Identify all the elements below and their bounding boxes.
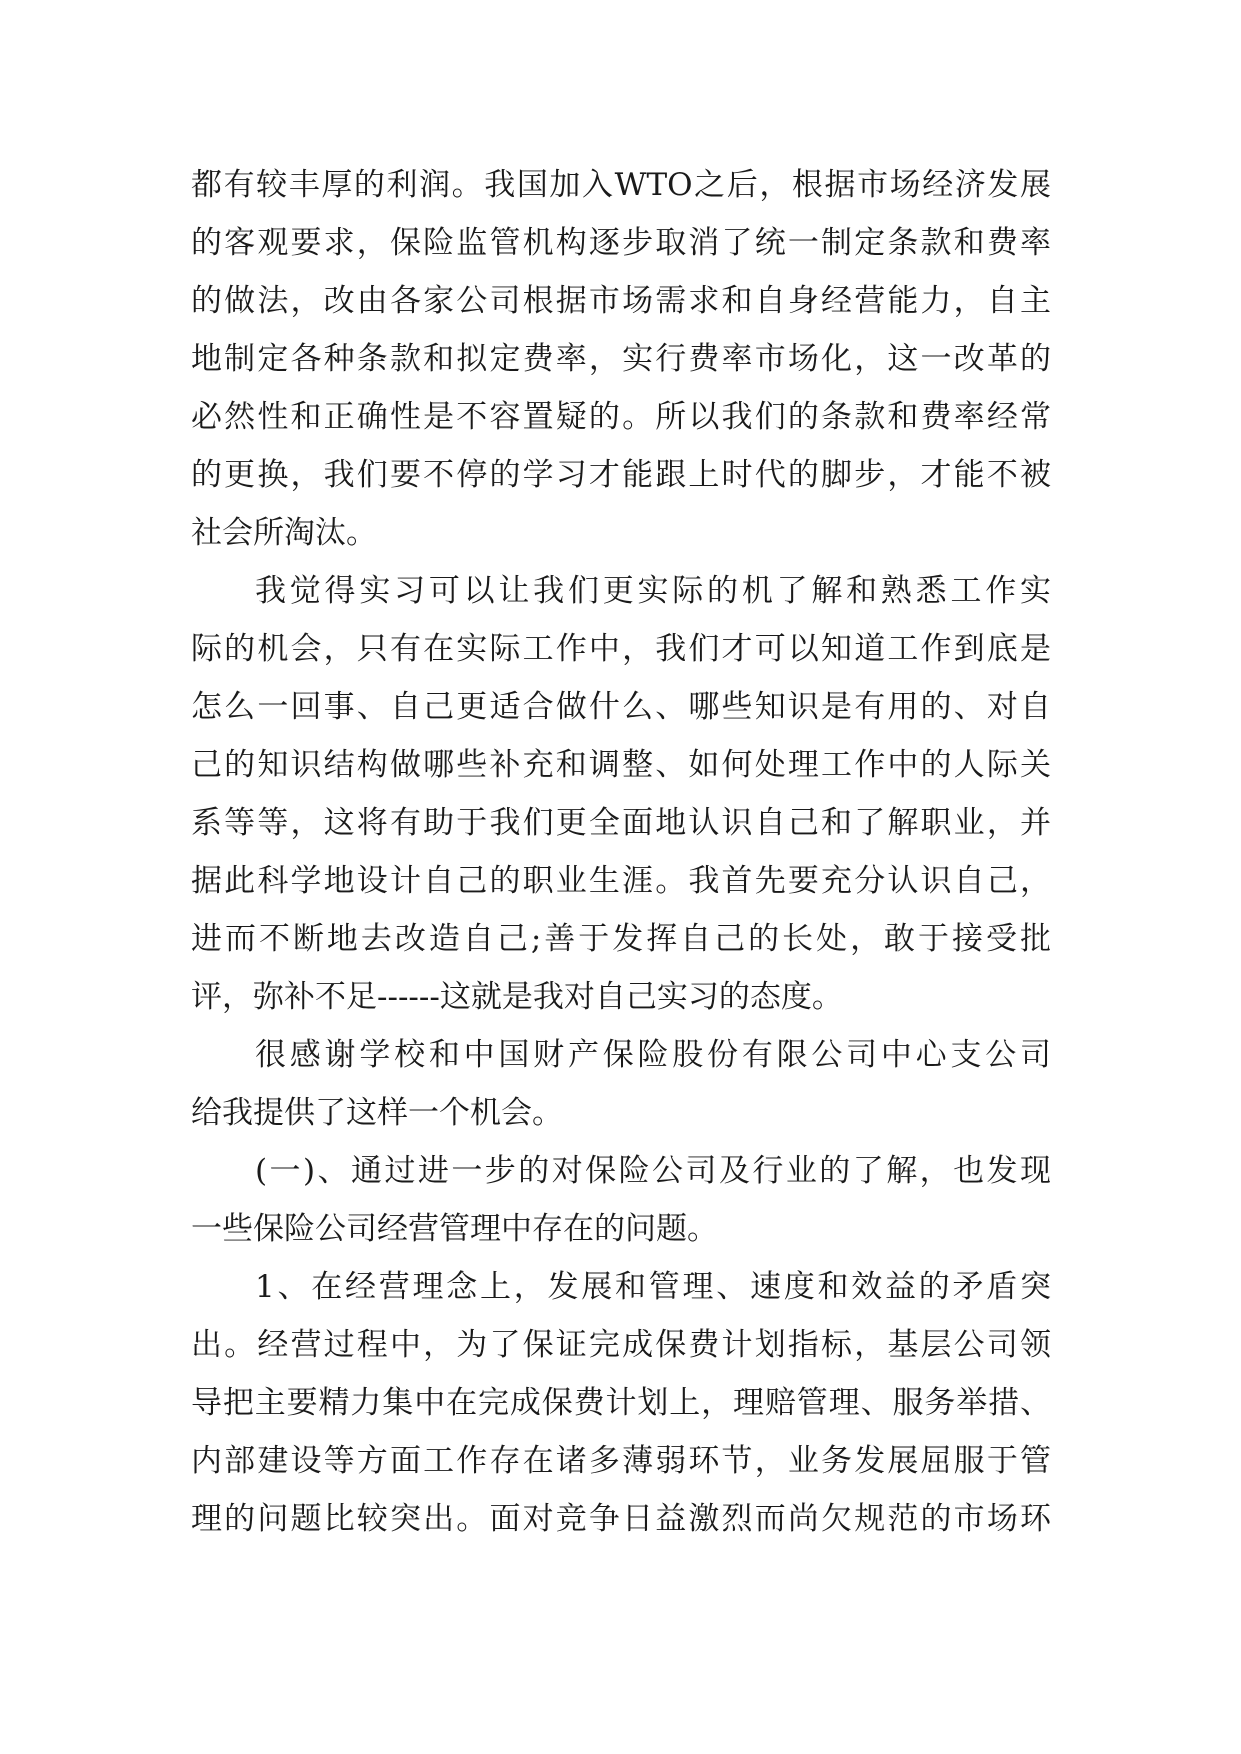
text-line: 己的知识结构做哪些补充和调整、如何处理工作中的人际关 xyxy=(191,747,1051,783)
text-line: 必然性和正确性是不容置疑的。所以我们的条款和费率经常 xyxy=(191,399,1051,435)
text-line: 内部建设等方面工作存在诸多薄弱环节，业务发展屈服于管 xyxy=(191,1443,1051,1479)
text-line: 社会所淘汰。 xyxy=(191,515,377,551)
text-line: 理的问题比较突出。面对竞争日益激烈而尚欠规范的市场环 xyxy=(191,1501,1051,1537)
paragraph-start-line: 很感谢学校和中国财产保险股份有限公司中心支公司 xyxy=(255,1037,1051,1073)
text-line: 的客观要求，保险监管机构逐步取消了统一制定条款和费率 xyxy=(191,225,1051,261)
text-line: 给我提供了这样一个机会。 xyxy=(191,1095,563,1131)
text-line: 系等等，这将有助于我们更全面地认识自己和了解职业，并 xyxy=(191,805,1051,841)
text-line: 的更换，我们要不停的学习才能跟上时代的脚步，才能不被 xyxy=(191,457,1051,493)
text-line: 际的机会，只有在实际工作中，我们才可以知道工作到底是 xyxy=(191,631,1051,667)
body-text xyxy=(191,156,1051,1548)
paragraph-start-line: (一)、通过进一步的对保险公司及行业的了解，也发现 xyxy=(255,1153,1051,1189)
text-line: 的做法，改由各家公司根据市场需求和自身经营能力，自主 xyxy=(191,283,1051,319)
text-line: 导把主要精力集中在完成保费计划上，理赔管理、服务举措、 xyxy=(191,1385,1051,1421)
text-line: 地制定各种条款和拟定费率，实行费率市场化，这一改革的 xyxy=(191,341,1051,377)
paragraph-start-line: 我觉得实习可以让我们更实际的机了解和熟悉工作实 xyxy=(255,573,1051,609)
text-line: 评，弥补不足------这就是我对自己实习的态度。 xyxy=(191,979,843,1015)
paragraph-start-line: 1、在经营理念上，发展和管理、速度和效益的矛盾突 xyxy=(255,1269,1051,1305)
text-line: 出。经营过程中，为了保证完成保费计划指标，基层公司领 xyxy=(191,1327,1051,1363)
text-line: 都有较丰厚的利润。我国加入WTO之后，根据市场经济发展 xyxy=(191,167,1051,203)
text-line: 据此科学地设计自己的职业生涯。我首先要充分认识自己， xyxy=(191,863,1051,899)
text-line: 一些保险公司经营管理中存在的问题。 xyxy=(191,1211,718,1247)
text-line: 进而不断地去改造自己;善于发挥自己的长处，敢于接受批 xyxy=(191,921,1051,957)
text-line: 怎么一回事、自己更适合做什么、哪些知识是有用的、对自 xyxy=(191,689,1051,725)
